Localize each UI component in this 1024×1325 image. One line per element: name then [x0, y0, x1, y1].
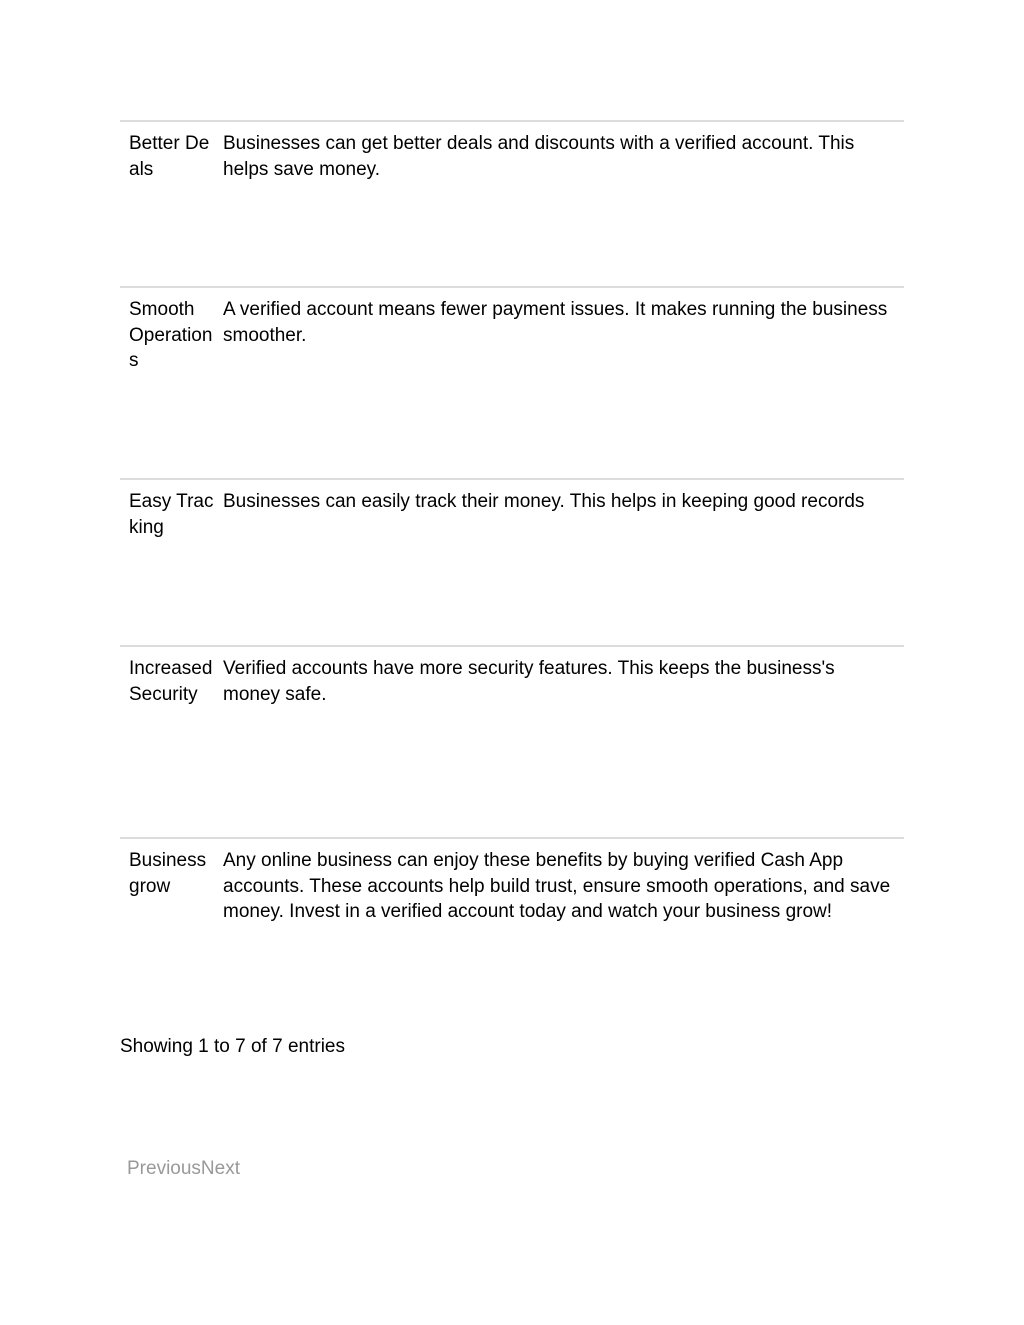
row-name: Better Deals: [129, 133, 210, 180]
row-description: Verified accounts have more security features. This keeps the business's money safe.: [223, 658, 835, 705]
previous-button[interactable]: Previous: [127, 1158, 201, 1179]
table-row: [120, 480, 904, 647]
row-name: Business grow: [129, 850, 207, 897]
pagination: [127, 1157, 240, 1181]
table-info: Showing 1 to 7 of 7 entries: [120, 1036, 345, 1057]
row-description: Businesses can easily track their money. This helps in keeping good records: [223, 491, 865, 512]
row-description: A verified account means fewer payment issues. It makes running the business smoother.: [223, 299, 888, 346]
row-description: Businesses can get better deals and discounts with a verified account. This helps save money.: [223, 133, 855, 180]
table-row: [120, 647, 904, 839]
row-name: Smooth Operations: [129, 299, 213, 371]
row-description: Any online business can enjoy these benefits by buying verified Cash App accounts. These accounts help build trust, ensure smooth operations, and save money. Invest in a verified account today and watch your business grow!: [223, 850, 891, 922]
table-row: [120, 122, 904, 288]
row-name: Easy Tracking: [129, 491, 214, 538]
next-button[interactable]: Next: [200, 1158, 240, 1179]
table-row: [120, 839, 904, 1005]
table-row: [120, 288, 904, 480]
row-name: Increased Security: [129, 658, 213, 705]
benefits-table: [120, 120, 904, 1005]
